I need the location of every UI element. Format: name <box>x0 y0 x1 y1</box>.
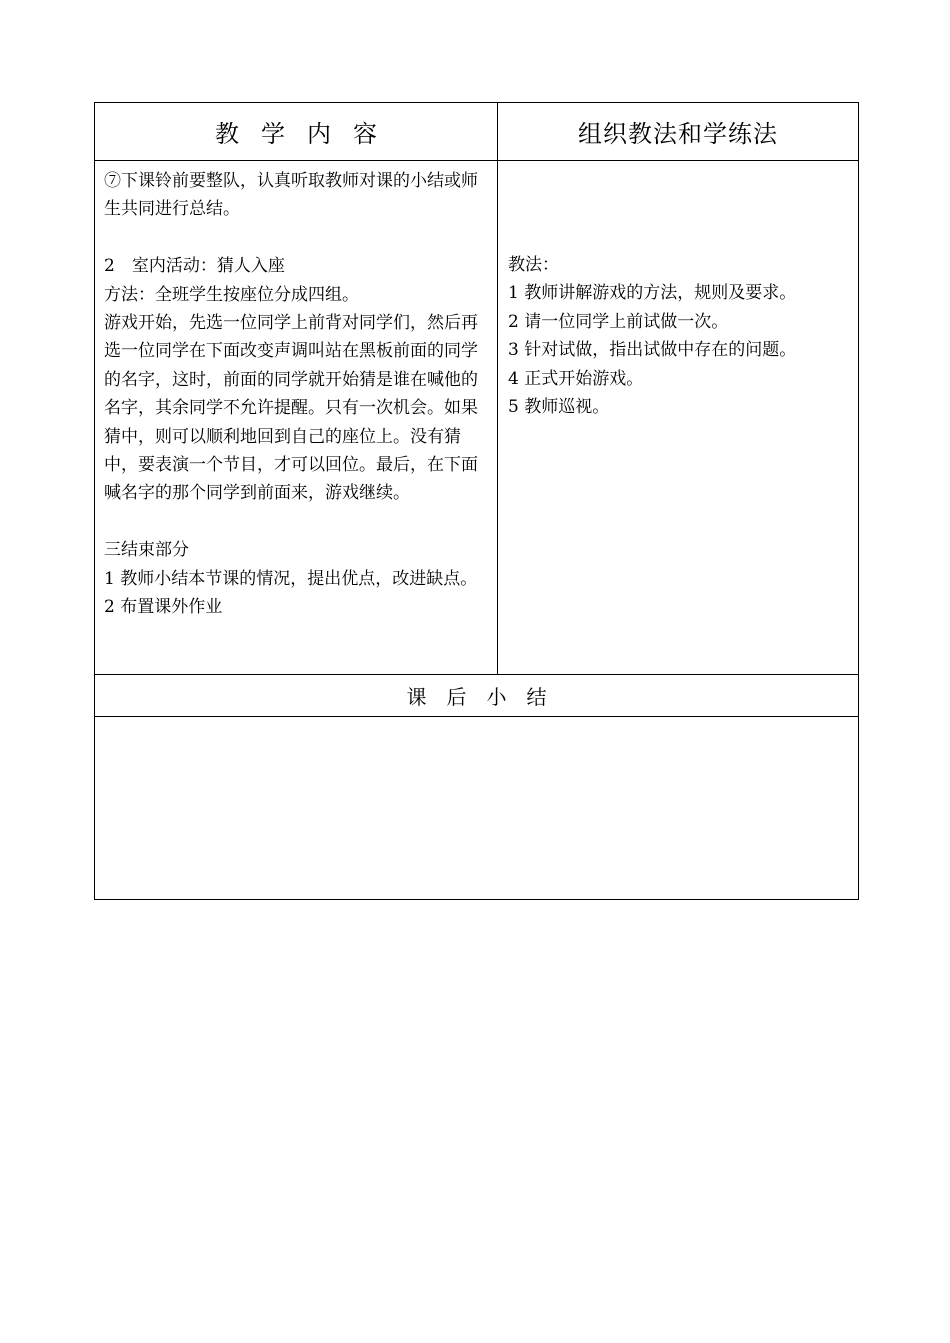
methods-item: 5 教师巡视。 <box>508 397 610 418</box>
paragraph-homework: 2 布置课外作业 <box>104 597 223 618</box>
methods-heading: 教法： <box>508 255 559 275</box>
lesson-plan-table <box>94 102 859 900</box>
methods-item: 2 请一位同学上前试做一次。 <box>508 311 729 332</box>
methods-item: 4 正式开始游戏。 <box>508 368 644 389</box>
paragraph-teacher-summary: 1 教师小结本节课的情况，提出优点，改进缺点。 <box>104 568 478 589</box>
paragraph-game-description: 游戏开始，先选一位同学上前背对同学们，然后再选一位同学在下面改变声调叫站在黑板前面的同学的名字，这时，前面的同学就开始猜是谁在喊他的名字，其余同学不允许提醒。只有一次机会。如果猜中，则可以顺利地回到自己的座位上。没有猜中，要表演一个节目，才可以回位。最后，在下面喊名字的那个同学到前面来，游戏继续。 <box>104 313 478 504</box>
header-cell-teaching-content <box>95 103 498 160</box>
content-cell-right <box>498 161 858 674</box>
header-teaching-methods: 组织教法和学练法 <box>578 120 778 148</box>
paragraph-indoor-activity-title: 2 室内活动：猜人入座 <box>104 256 285 277</box>
paragraph-method: 方法：全班学生按座位分成四组。 <box>104 284 359 305</box>
header-teaching-content: 教学内容 <box>215 120 399 148</box>
methods-item: 1 教师讲解游戏的方法，规则及要求。 <box>508 283 797 304</box>
table-content-row <box>95 161 858 675</box>
table-header-row <box>95 103 858 161</box>
summary-body-cell <box>95 717 858 899</box>
content-cell-left <box>95 161 498 674</box>
methods-item: 3 针对试做，指出试做中存在的问题。 <box>508 340 797 361</box>
paragraph-closing-line-up: ⑦下课铃前要整队，认真听取教师对课的小结或师生共同进行总结。 <box>104 171 478 220</box>
paragraph-ending-section: 三结束部分 <box>104 540 189 561</box>
summary-title: 课后小结 <box>406 685 567 709</box>
summary-title-row <box>95 675 858 717</box>
header-cell-teaching-methods <box>498 103 858 160</box>
